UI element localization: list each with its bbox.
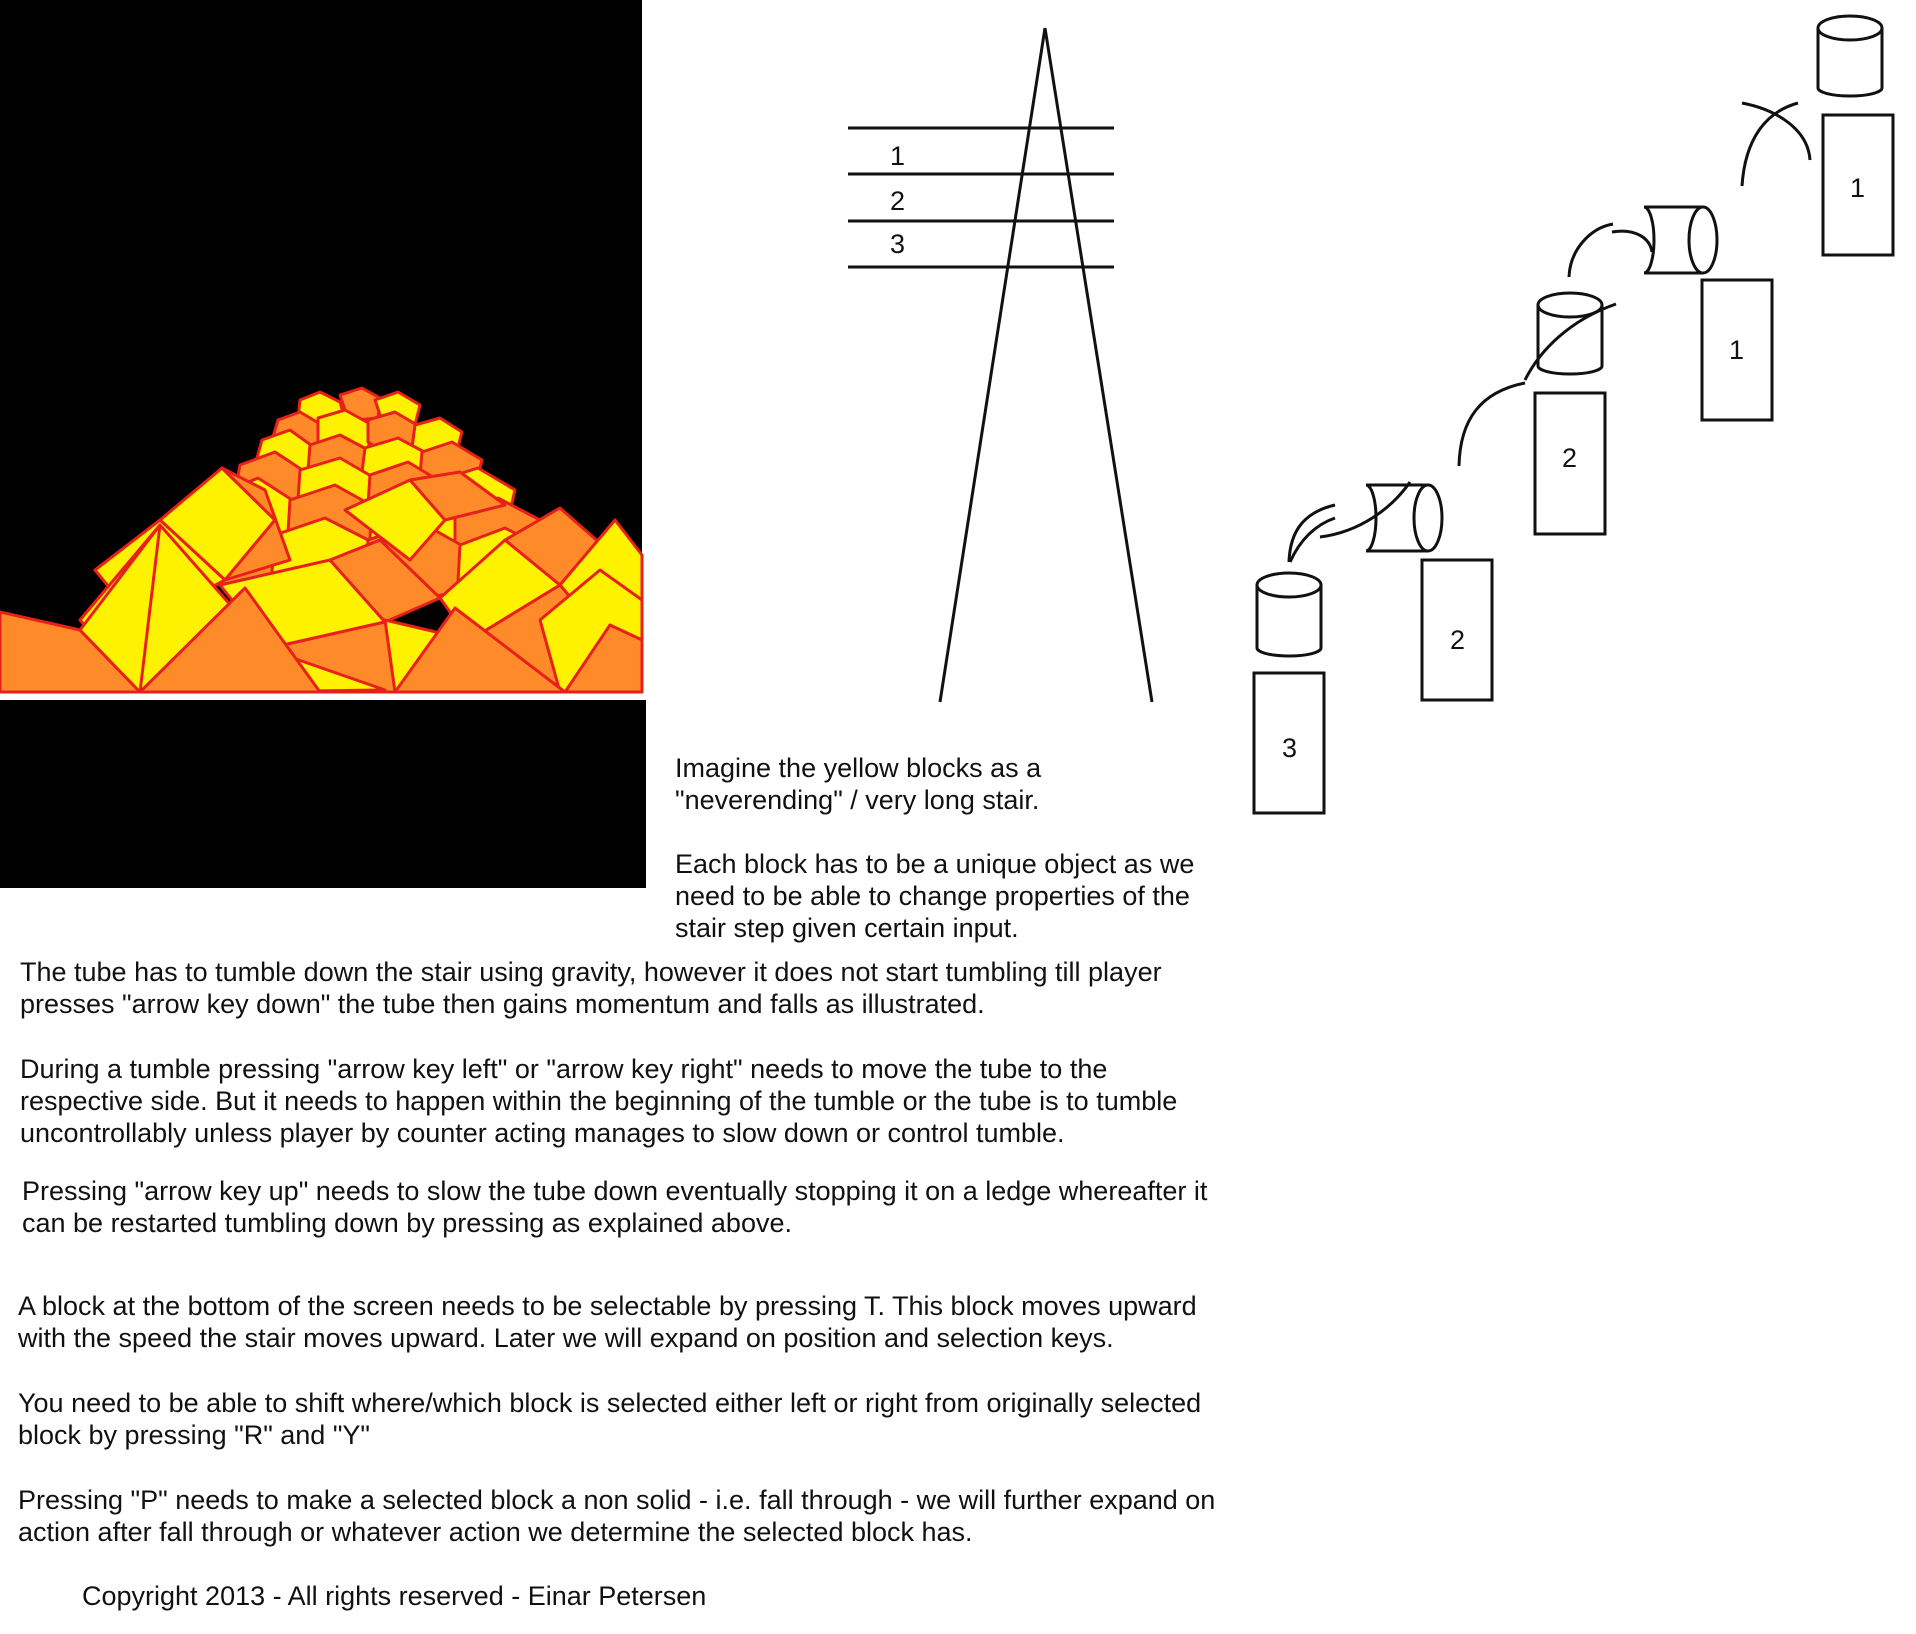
tumble-description: The tube has to tumble down the stair using gravity, however it does not start tumbling till player presses "arrow key down" the tube then gains momentum and falls as illustrated.: [20, 957, 1162, 1019]
step-number: 1: [1850, 173, 1866, 203]
stair-game-view: [0, 0, 646, 888]
intro-text: Imagine the yellow blocks as a "neverending" / very long stair. Each block has to be a unique object as we need to be able to change properties of the stair step given certain input.: [675, 753, 1195, 943]
step-number: 2: [1562, 443, 1578, 473]
up-key-description: Pressing "arrow key up" needs to slow the tube down eventually stopping it on a ledge whereafter it can be restarted tumbling down by pressing as explained above.: [22, 1176, 1208, 1238]
left-right-description: During a tumble pressing "arrow key left" or "arrow key right" needs to move the tube to the respective side. But it needs to happen within the beginning of the tumble or the tube is to tumble uncontrollably unless player by counter acting manages to slow down or control tumble.: [20, 1054, 1178, 1148]
motion-arc: [1612, 231, 1652, 252]
tube-horizontal: [1366, 485, 1442, 551]
tube-upright: [1257, 573, 1321, 656]
game-screen-bottom: [0, 700, 646, 888]
tube-horizontal: [1644, 207, 1717, 273]
shift-block-description: You need to be able to shift where/which block is selected either left or right from originally selected block by pressing "R" and "Y": [18, 1388, 1202, 1450]
lane-number: 2: [890, 186, 906, 216]
p-key-description: Pressing "P" needs to make a selected block a non solid - i.e. fall through - we will further expand on action after fall through or whatever action we determine the selected block has.: [18, 1485, 1216, 1547]
tumble-diagram: [1254, 16, 1893, 813]
motion-arc: [1290, 518, 1335, 562]
lane-diagram: [848, 28, 1152, 702]
step-number: 2: [1450, 625, 1466, 655]
copyright: Copyright 2013 - All rights reserved - Einar Petersen: [82, 1581, 707, 1611]
step-number: 3: [1282, 733, 1298, 763]
motion-arc: [1569, 224, 1613, 277]
motion-arc: [1742, 103, 1798, 186]
lane-number: 1: [890, 141, 906, 171]
lane-number: 3: [890, 229, 906, 259]
tube-upright: [1538, 293, 1602, 374]
step-number: 1: [1729, 335, 1745, 365]
tube-upright: [1818, 16, 1882, 96]
motion-arc: [1459, 383, 1525, 466]
select-block-description: A block at the bottom of the screen needs to be selectable by pressing T. This block moves upward with the speed the stair moves upward. Later we will expand on position and selection keys.: [18, 1291, 1197, 1353]
